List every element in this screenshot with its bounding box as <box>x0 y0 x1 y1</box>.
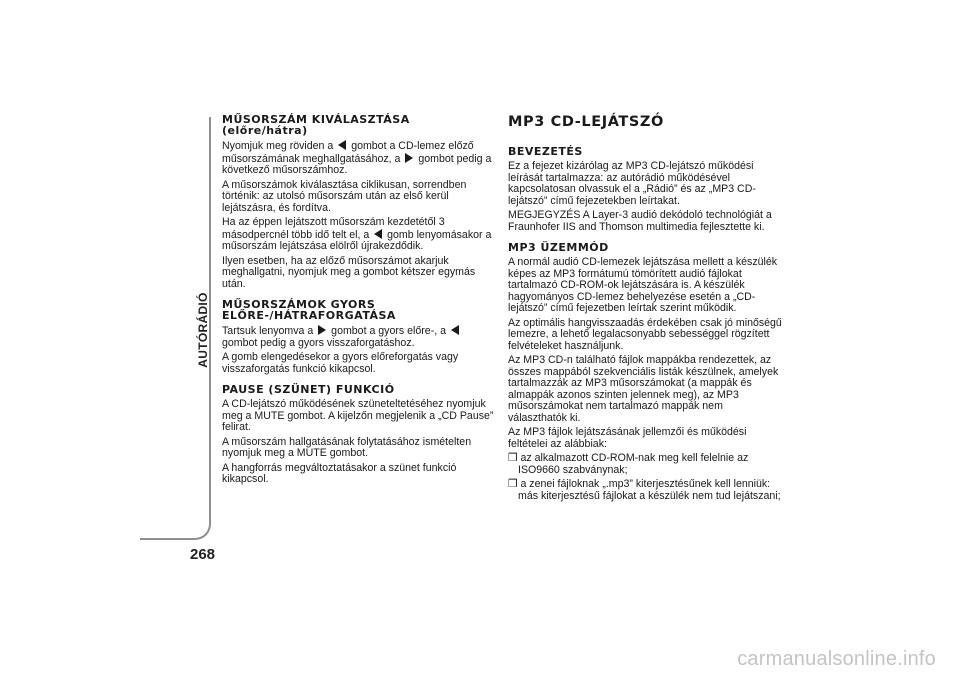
mp3-main-heading: MP3 CD-LEJÁTSZÓ <box>508 114 664 130</box>
side-section-title: AUTÓRÁDIÓ <box>196 292 210 368</box>
list-item: ❒ az alkalmazott CD-ROM-nak meg kell felelnie az ISO9660 szabványnak; <box>508 452 749 476</box>
introduction-heading: BEVEZETÉS <box>508 145 583 158</box>
next-triangle-icon <box>405 153 413 163</box>
fast-forward-text-b: gombot a gyors előre-, a <box>331 325 446 337</box>
pause-paragraph-2: A műsorszám hallgatásának folytatásához ismételten nyomjuk meg a MUTE gombot. <box>222 435 472 459</box>
introduction-note: MEGJEGYZÉS A Layer-3 audió dekódoló technológiát a Fraunhofer IIS and Thomson multimedia fejlesztette ki. <box>508 209 772 233</box>
track-select-text-e: gomb lenyomásakor a műsorszám lejátszása elölről újrakezdődik. <box>222 228 492 252</box>
previous-triangle-icon <box>374 229 382 239</box>
track-select-paragraph-2: A műsorszámok kiválasztása ciklikusan, sorrendben történik: az utolsó műsorszám után az első kerül lejátszásra, és fordítva. <box>222 178 467 214</box>
previous-triangle-icon <box>451 325 459 335</box>
page-number: 268 <box>190 546 216 563</box>
track-select-paragraph-4: Ilyen esetben, ha az előző műsorszámot akarjuk meghallgatni, nyomjuk meg a gombot kétszer egymás után. <box>222 254 476 290</box>
track-select-heading-line2: (előre/hátra) <box>222 124 308 137</box>
track-select-text-b: gombot a CD-lemez előző műsorszámának meghallgatásához, a <box>222 140 474 165</box>
mp3-mode-paragraph-2: Az optimális hangvisszaadás érdekében csak jó minőségű lemezre, a lehető legalacsonyabb sebességgel rögzített felvételeket használjunk. <box>508 316 782 352</box>
fast-forward-text-a: Tartsuk lenyomva a <box>222 325 314 337</box>
right-column <box>508 114 783 505</box>
previous-triangle-icon <box>338 140 346 150</box>
track-select-paragraph-1 <box>222 140 497 177</box>
mp3-mode-paragraph-4: Az MP3 fájlok lejátszásának jellemzői és működési feltételei az alábbiak: <box>508 426 747 450</box>
track-select-heading-line1: MŰSORSZÁM KIVÁLASZTÁSA <box>222 113 410 126</box>
pause-paragraph-1: A CD-lejátszó működésének szüneteltetéséhez nyomjuk meg a MUTE gombot. A kijelzőn megjelenik a „CD Pause” felirat. <box>222 398 494 433</box>
watermark: carmanualsonline.info <box>737 648 936 670</box>
fast-forward-heading <box>222 299 497 321</box>
track-select-heading <box>222 114 497 136</box>
introduction-paragraph-1: Ez a fejezet kizárólag az MP3 CD-lejátszó működési leírását tartalmazza: az autórádió működésével kapcsolatosan olvassuk el a „Rádió” és az „MP3 CD-lejátszó” című fejezetekben leírtakat. <box>508 160 756 207</box>
next-triangle-icon <box>318 325 326 335</box>
pause-heading: PAUSE (SZÜNET) FUNKCIÓ <box>222 383 395 396</box>
mp3-mode-paragraph-1: A normál audió CD-lemezek lejátszása mellett a készülék képes az MP3 formátumú tömörített audió fájlokat tartalmazó CD-ROM-ok lejátszására is. A készülék hagyományos CD-lemez behelyezése esetén a „CD-lejátszó” című fejezetben leírtak szerint működik. <box>508 256 778 314</box>
track-select-text-a: Nyomjuk meg röviden a <box>222 140 334 152</box>
track-select-paragraph-3 <box>222 217 497 253</box>
mp3-mode-paragraph-3: Az MP3 CD-n található fájlok mappákba rendezettek, az összes mappából szekvenciális listák készülnek, amelyek tartalmazzák az MP3 műsorszámokat (a mappák és almappák azonos szinten jelennek meg), az MP3 műsorszámokat nem tartalmazó mappák nem választhatók ki. <box>508 354 779 424</box>
pause-paragraph-3: A hangforrás megváltoztatásakor a szünet funkció kikapcsol. <box>222 461 457 485</box>
fast-forward-heading-line2: ELŐRE-/HÁTRAFORGATÁSA <box>222 309 396 322</box>
left-column <box>222 114 497 489</box>
track-select-text-d: Ha az éppen lejátszott műsorszám kezdetétől 3 másodpercnél több idő telt el, a <box>222 216 445 241</box>
track-select-text-c: gombot pedig a következő műsorszámhoz. <box>222 152 492 176</box>
mp3-mode-heading: MP3 ÜZEMMÓD <box>508 241 609 254</box>
fast-forward-paragraph-1 <box>222 325 497 349</box>
fast-forward-heading-line1: MŰSORSZÁMOK GYORS <box>222 298 376 311</box>
fast-forward-paragraph-2: A gomb elengedésekor a gyors előreforgatás vagy visszaforgatás funkció kikapcsol. <box>222 351 459 375</box>
list-item: ❒ a zenei fájloknak „.mp3” kiterjesztésűnek kell lenniük: más kiterjesztésű fájlokat a készülék nem tud lejátszani; <box>508 478 781 502</box>
fast-forward-text-c: gombot pedig a gyors visszaforgatáshoz. <box>222 336 415 349</box>
